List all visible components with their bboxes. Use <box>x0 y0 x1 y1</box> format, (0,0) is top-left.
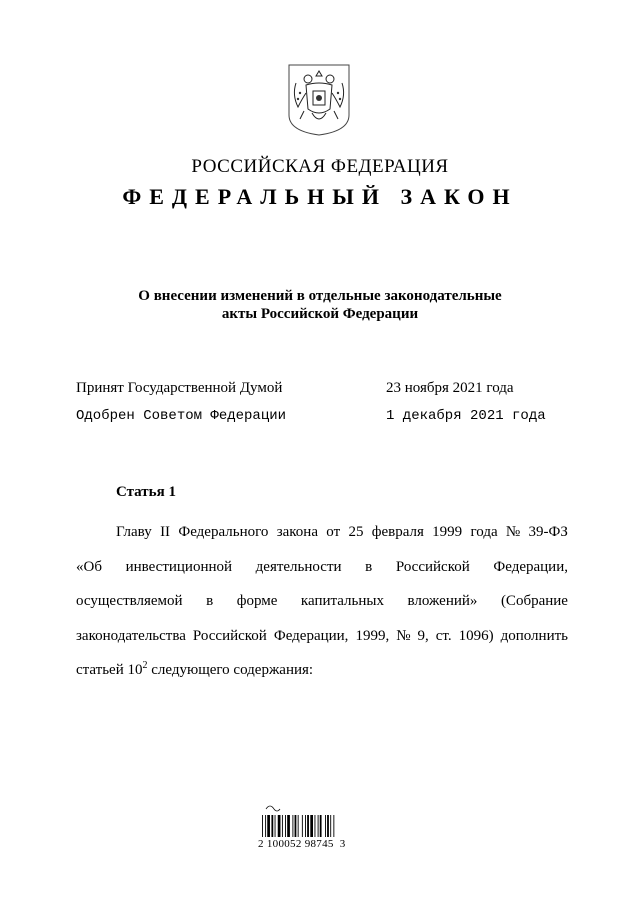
article-word: II <box>160 524 171 540</box>
article-word: года <box>470 524 498 540</box>
law-title-line-1: О внесении изменений в отдельные законодательные <box>138 288 502 304</box>
article-word: дополнить <box>500 627 568 644</box>
article-word: Федерации, <box>273 627 349 644</box>
adoption-date: 1 декабря 2021 года <box>386 408 546 424</box>
coat-of-arms-icon <box>286 63 352 137</box>
article-word: «Об <box>76 558 102 575</box>
article-heading: Статья 1 <box>116 484 176 500</box>
adoption-body: Одобрен Советом Федерации <box>76 408 287 424</box>
article-word: капитальных <box>300 593 384 609</box>
document-type: ФЕДЕРАЛЬНЫЙ ЗАКОН <box>122 184 518 209</box>
article-word: (Собрание <box>500 593 568 609</box>
article-word: 1999, <box>355 627 390 644</box>
article-line-last-text: статьей $10^2$ следующего содержания: <box>76 660 314 678</box>
article-word: 39-ФЗ <box>528 524 568 540</box>
article-word: инвестиционной <box>125 558 233 575</box>
article-line-last <box>76 653 568 688</box>
article-word: форме <box>236 593 278 609</box>
article-word: 25 <box>348 524 364 540</box>
barcode-number: 2 100052 98745 3 <box>258 838 346 850</box>
article-word: ст. <box>435 627 452 644</box>
article-word: осуществляемой <box>76 593 183 609</box>
article-line <box>76 550 568 585</box>
law-title-line-2: акты Российской Федерации <box>221 306 419 322</box>
article-line <box>76 619 568 654</box>
article-line <box>76 515 568 550</box>
article-word: № <box>396 627 411 644</box>
article-word: деятельности <box>255 558 342 575</box>
article-word: 1096) <box>458 627 494 644</box>
law-title <box>0 287 640 323</box>
country-name: РОССИЙСКАЯ ФЕДЕРАЦИЯ <box>191 156 449 177</box>
article-word: № <box>505 524 521 540</box>
article-word: Федерации, <box>493 558 568 575</box>
article-word: 9, <box>417 627 429 644</box>
article-body <box>76 515 568 688</box>
article-word: закона <box>276 524 318 540</box>
article-word: от <box>326 524 341 540</box>
article-word: 1999 <box>432 524 463 540</box>
article-word: законодательства <box>76 627 186 644</box>
article-word: Российской <box>192 627 267 644</box>
article-line <box>76 584 568 619</box>
adoption-date: 23 ноября 2021 года <box>386 380 514 396</box>
article-word: вложений» <box>407 593 478 609</box>
article-word: в <box>206 593 214 609</box>
article-word: Российской <box>395 558 470 575</box>
article-word: Главу <box>116 524 152 540</box>
adoption-body: Принят Государственной Думой <box>76 380 283 396</box>
article-word: в <box>365 558 373 575</box>
article-word: Федерального <box>178 524 269 540</box>
article-word: февраля <box>371 524 424 540</box>
